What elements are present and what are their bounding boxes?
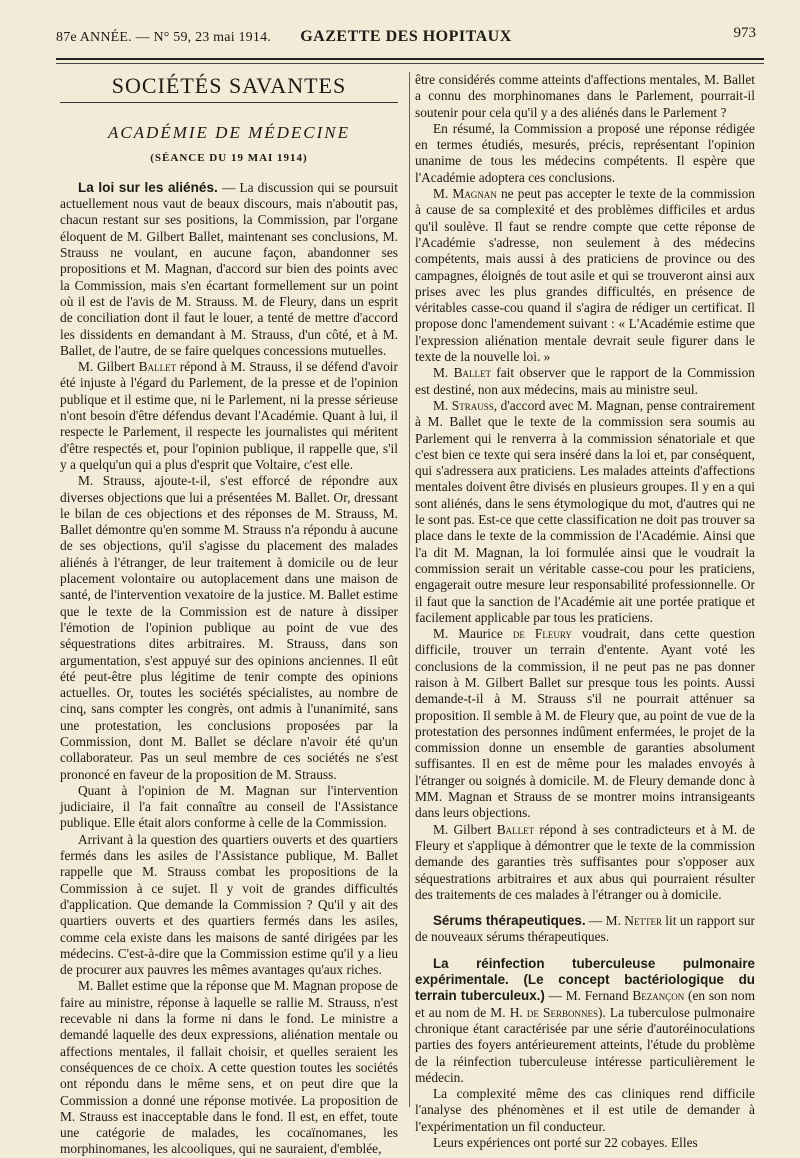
right-column — [415, 72, 755, 1151]
article-lead: La réinfection tuberculeuse pulmonaire expérimentale. (Le concept bactériologique du terrain tuberculeux.) — [415, 955, 755, 1004]
paragraph: M. Ballet estime que la réponse que M. Magnan propose de faire au ministre, réponse à laquelle se rallie M. Strauss, n'est recevable ni dans la forme ni dans le fond. Le ministre a demandé laquelle des deux expressions, aliénation mentale ou affections mentales, il fallait choisir, et quelles seraient les conséquences de ce choix. A cette question toutes les sociétés ont répondu dans le même sens, et on peut dire que la Commission a donné une réponse motivée. La proposition de M. Strauss est inacceptable dans le fond. Il est, en effet, toute une catégorie de malades, les cocaïnomanes, les morphinomanes, les alcooliques, qui ne sauraient, d'emblée, — [60, 978, 398, 1157]
issue-info: 87e ANNÉE. — N° 59, 23 mai 1914. — [56, 30, 271, 45]
paragraph: M. Gilbert Ballet répond à M. Strauss, il se défend d'avoir été injuste à l'égard du Parlement, de la presse et de l'opinion publique et il estime que, ni le Parlement, ni la presse sérieuse n'ont besoin d'être défendus devant l'Académie. Quant à lui, il respecte le Parlement, il respecte les journalistes qui méritent d'être respectés et, pour l'opinion publique, il rappelle que, s'il y a quelqu'un qui a plus d'esprit que Voltaire, c'est elle. — [60, 359, 398, 472]
speaker-name: Strauss — [451, 397, 494, 413]
academy-title: ACADÉMIE DE MÉDECINE — [107, 123, 351, 143]
author-name: Bezançon — [632, 988, 685, 1004]
paragraph: La réinfection tuberculeuse pulmonaire expérimentale. (Le concept bactériologique du terrain tuberculeux.) — M. Fernand Bezançon (en son nom et au nom de M. H. de Serbonnes). La tuberculose pulmonaire chronique étant caractérisée par une série d'autoréinoculations parties des foyers antérieurement atteints, l'étude du problème de la réinfection tuberculeuse intéresse particulièrement le médecin. — [415, 955, 756, 1085]
spacer — [415, 903, 755, 913]
page-header — [52, 18, 760, 48]
speaker-name: de Fleury — [512, 626, 572, 642]
paragraph: M. Strauss, d'accord avec M. Magnan, pense contrairement à M. Ballet que le texte de la commission sera soumis au Parlement qui le renverra à la commission sénatoriale et que c'est bien ce texte qui sera inséré dans la loi et, par conséquent, qui s'adressera aux praticiens. Les malades atteints d'affections mentales doivent être divisés en plusieurs groupes. Il y en a qui sont aliénés, dans le sens étymologique du mot, d'autres qui ne le sont pas. Est-ce que cette classification ne doit pas trouver sa place dans le texte de la commission de l'Académie. Ainsi que l'a dit M. Magnan, la loi formulée ainsi que le voudrait la commission serait un véritable casse-cou pour les praticiens, engagerait outre mesure leur responsabilité professionnelle. Or il faut que la sanction de l'Académie ait une portée pratique et facilement applicable par tous les praticiens. — [415, 397, 755, 625]
section-title: SOCIÉTÉS SAVANTES — [111, 73, 347, 98]
speaker-name: Ballet — [496, 821, 535, 837]
paragraph: Arrivant à la question des quartiers ouverts et des quartiers fermés dans les asiles de l'Assistance publique, M. Ballet rappelle que M. Strauss combat les propositions de la Commission à ce sujet. Il y voit de grandes difficultés d'application. Que demande la Commission ? Qu'il y ait des quartiers ouverts et des quartiers fermés dans les asiles, comme cela existe dans les maisons de santé dirigées par les médecins. C'est-à-dire que la Commission estime qu'il y a lieu de procurer aux pauvres les mêmes avantages qu'aux riches. — [60, 831, 398, 978]
article-lead: La loi sur les aliénés. — [78, 179, 218, 195]
speaker-name: Ballet — [453, 365, 491, 381]
journal-title: GAZETTE DES HOPITAUX — [300, 28, 512, 45]
paragraph: M. Gilbert Ballet répond à ses contradicteurs et à M. de Fleury et s'applique à démontrer que le texte de la commission demande des garanties très suffisantes pour s'opposer aux séquestrations arbitraires et aux abus qui pourraient résulter des traitements de ces malades à l'étranger ou à domicile. — [415, 821, 755, 902]
section-rule — [60, 102, 398, 103]
paragraph: En résumé, la Commission a proposé une réponse rédigée en termes étudiés, mesurés, précis, représentant l'opinion unanime de tous les médecins compétents. Il espère que l'Académie adoptera ces conclusions. — [415, 120, 755, 185]
left-column — [60, 72, 398, 1158]
speaker-name: Ballet — [138, 359, 177, 375]
paragraph: M. Magnan ne peut pas accepter le texte de la commission à cause de sa complexité et des problèmes difficiles et ardus qu'il soulève. Il faut se rendre compte que cette réponse de l'Académie s'adresse, non seulement à des médecins compétents, mais aussi à des praticiens de province ou des campagnes, éloignés de tout asile et qui se trouveront ainsi aux prises avec les plus grandes difficultés, en présence de véritables casse-cou quand il s'agira de rédiger un certificat. Il propose donc l'amendement suivant : « L'Académie estime que l'expression aliénation mentale devrait seule figurer dans le texte de la nouvelle loi. » — [415, 186, 755, 365]
speaker-name: Magnan — [452, 186, 497, 202]
paragraph: Sérums thérapeutiques. — M. Netter lit un rapport sur de nouveaux sérums thérapeutiques. — [415, 913, 755, 945]
paragraph: Leurs expériences ont porté sur 22 cobayes. Elles — [433, 1135, 698, 1150]
paragraph: être considérés comme atteints d'affections mentales, M. Ballet a connu des morphinomanes dans le Parlement, pourrait-il soutenir pour cela qu'il y a des aliénés dans le Parlement ? — [415, 72, 755, 120]
seance-date: (SÉANCE DU 19 MAI 1914) — [150, 151, 308, 164]
paragraph: Quant à l'opinion de M. Magnan sur l'intervention judiciaire, il l'a fait connaître au conseil de l'Assistance publique. Elle était alors conforme à celle de la Commission. — [60, 782, 398, 831]
paragraph: La complexité même des cas cliniques rend difficile l'analyse des phénomènes et il est utile de demander à l'expérimentation un fil conducteur. — [415, 1086, 755, 1134]
header-rule — [56, 58, 764, 60]
spacer — [415, 946, 755, 956]
paragraph: M. Strauss, ajoute-t-il, s'est efforcé de répondre aux diverses objections que lui a présentées M. Ballet. Or, dressant le bilan de ces objections et des réponses de M. Strauss, M. Ballet démontre qu'en somme M. Strauss n'a répondu à aucune de ses objections, qu'il s'agisse du placement des malades aliénés à l'étranger, de leur traitement à domicile ou de leur placement volontaire ou autoplacement dans une maison de santé, de l'intervention vexatoire de la justice. M. Ballet estime que le texte de la Commission est de nature à dissiper l'émotion de l'opinion publique au point de vue des séquestrations dites arbitraires. M. Strauss, dans son argumentation, s'est appuyé sur des opinions anciennes. Il eût été peut-être plus légitime de tenir compte des opinions actuelles. Or, toutes les sociétés spécialistes, au nombre de cinq, sans compter les congrès, ont admis à l'unanimité, sans une protestation, les conclusions proposées par la Commission, dont M. Ballet se déclare n'avoir été qu'un collaborateur. Pas un seul membre de ces sociétés ne s'est prononcé en faveur de la proposition de M. Strauss. — [60, 473, 398, 782]
column-divider — [409, 72, 410, 1107]
article-lead: Sérums thérapeutiques. — [433, 913, 586, 929]
header-rule-thin — [56, 63, 764, 64]
speaker-name: Netter — [624, 913, 662, 929]
page-number: 973 — [733, 25, 756, 41]
author-name: de Serbonnes — [526, 1004, 598, 1020]
paragraph: M. Maurice de Fleury voudrait, dans cette question difficile, trouver un terrain d'entente. Ayant voté les conclusions de la commission, il ne peut pas ne pas donner raison à M. Gilbert Ballet sur presque tous les points. Aussi demande-t-il à M. Strauss s'il ne pourrait atténuer sa proposition. Il semble à M. de Fleury que, au point de vue de la protestation des personnes indûment enfermées, le projet de la commission donne un ensemble de garanties absolument suffisantes. Il en est de même pour les malades envoyés à l'étranger ou soignés à domicile. M. de Fleury demande donc à MM. Magnan et Strauss de se montrer moins intransigeants dans leurs objections. — [415, 626, 755, 821]
paragraph: La loi sur les aliénés. — La discussion qui se poursuit actuellement nous vaut de beaux discours, mais n'aboutit pas, chacun restant sur ses positions, la Commission, par l'organe éloquent de M. Gilbert Ballet, maintenant ses conclusions, M. Strauss ne voulant, en aucune façon, abandonner ses propositions et M. Magnan, d'accord sur bien des points avec la Commission, mais s'en écartant formellement sur un point où il est de l'avis de M. Strauss. M. de Fleury, dans un esprit de conciliation dont il faut le louer, a tenté de mettre d'accord les dissidents en demandant à M. Strauss, d'un côté, et à M. Ballet, de l'autre, de se faire quelques concessions mutuelles. — [60, 179, 398, 358]
paragraph: M. Ballet fait observer que le rapport de la Commission est destiné, non aux médecins, mais au ministre seul. — [415, 365, 755, 397]
